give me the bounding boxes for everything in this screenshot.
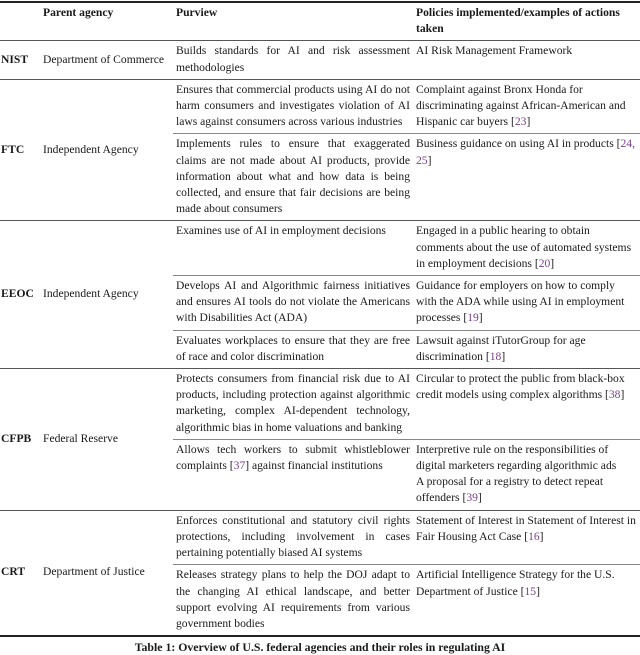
header-purview: Purview	[176, 6, 218, 19]
citation-link[interactable]: 23	[514, 115, 527, 129]
citation-link[interactable]: 24, 25	[416, 137, 635, 167]
purview-cell	[173, 369, 413, 440]
cell-text: ]	[539, 529, 544, 543]
cell-text: ]	[620, 388, 625, 402]
header-policies: Policies implemented/examples of actions taken	[416, 6, 620, 36]
cell-text: Complaint against Bronx Honda for discriminating against African-American and Hispanic car buyers [	[416, 82, 626, 129]
cell-text: Ensures that commercial products using AI do not harm consumers and investigates violation of AI laws against consumers across various industries	[176, 82, 410, 129]
policy-cell	[413, 41, 640, 79]
citation-link[interactable]: 18	[489, 349, 502, 363]
policy-cell	[413, 565, 640, 636]
table-row	[0, 41, 640, 79]
policy-cell	[413, 276, 640, 331]
citation-link[interactable]: 15	[524, 584, 537, 598]
header-row	[0, 2, 640, 41]
citation-link[interactable]: 38	[608, 388, 621, 402]
cell-text: ]	[478, 311, 483, 325]
header-parent-agency: Parent agency	[43, 6, 114, 19]
agencies-table	[0, 1, 640, 637]
agency-name: CRT	[1, 565, 26, 579]
purview-cell	[173, 565, 413, 636]
table-row	[0, 369, 640, 440]
parent-agency: Independent Agency	[43, 287, 139, 301]
agency-name: NIST	[1, 52, 29, 66]
cell-text: ]	[501, 349, 506, 363]
cell-text: Guidance for employers on how to comply with the ADA while using AI in employment processes [	[416, 279, 625, 325]
citation-link[interactable]: 16	[528, 529, 540, 543]
agency-name: EEOC	[1, 287, 34, 301]
parent-agency: Federal Reserve	[43, 431, 119, 445]
table-body	[0, 41, 640, 636]
citation-link[interactable]: 19	[467, 311, 479, 325]
cell-text: Engaged in a public hearing to obtain comments about the use of automated systems in employment decisions [	[416, 224, 632, 270]
policy-cell	[413, 439, 640, 510]
purview-cell	[173, 134, 413, 221]
agency-name: FTC	[1, 142, 25, 156]
cell-text: ]	[526, 115, 531, 129]
cell-text: Lawsuit against iTutorGroup for age discrimination [	[416, 333, 586, 363]
cell-text: Releases strategy plans to help the DOJ adapt to the changing AI ethical landscape, and better support evolving AI requirements from various government bodies	[176, 568, 410, 630]
citation-link[interactable]: 20	[538, 256, 551, 270]
cell-text: Enforces constitutional and statutory civil rights protections, including involvement in cases pertaining potentially biased AI systems	[176, 513, 410, 560]
citation-link[interactable]: 37	[233, 459, 246, 473]
cell-text: Business guidance on using AI in products [	[416, 137, 621, 151]
parent-agency: Department of Commerce	[43, 52, 165, 66]
cell-text: Builds standards for AI and risk assessment methodologies	[176, 44, 410, 74]
header-agency	[0, 2, 40, 41]
cell-text: ]	[536, 584, 540, 598]
cell-text: ] against financial institutions	[245, 459, 383, 473]
purview-cell	[173, 439, 413, 510]
parent-agency: Independent Agency	[43, 142, 139, 156]
agency-name: CFPB	[1, 431, 32, 445]
parent-agency: Department of Justice	[43, 565, 145, 579]
cell-text: AI Risk Management Framework	[416, 44, 573, 58]
cell-text: Protects consumers from financial risk due to AI products, including protection against algorithmic marketing, complex AI-dependent technology, algorithmic bias in home valuations and banking	[176, 372, 410, 434]
cell-line: Interpretive rule on the responsibilities of digital marketers regarding algorithmic ads	[416, 442, 617, 473]
purview-cell	[173, 276, 413, 331]
table-row	[0, 221, 640, 276]
policy-cell	[413, 79, 640, 134]
cell-text: Evaluates workplaces to ensure that they are free of race and color discrimination	[176, 333, 410, 363]
cell-text: Develops AI and Algorithmic fairness initiatives and ensures AI tools do not violate the Americans with Disabilities Act (ADA)	[176, 279, 410, 325]
purview-cell	[173, 510, 413, 565]
policy-cell	[413, 330, 640, 368]
policy-cell	[413, 510, 640, 565]
policy-cell	[413, 134, 640, 221]
policy-cell	[413, 369, 640, 440]
cell-text: A proposal for a registry to detect repeat offenders [	[416, 475, 604, 505]
table-caption: Table 1: Overview of U.S. federal agencies and their roles in regulating AI	[134, 640, 506, 655]
cell-text: ]	[550, 256, 555, 270]
cell-text: ]	[427, 153, 432, 167]
table-row	[0, 510, 640, 565]
cell-text: Implements rules to ensure that exaggerated claims are not made about AI products, provide information about what and how data is being collected, and ensure that fair decisions are being made about consumers	[176, 137, 410, 216]
table-row	[0, 79, 640, 134]
cell-text: ]	[477, 491, 482, 505]
cell-text: Artificial Intelligence Strategy for the U.S. Department of Justice [	[416, 568, 615, 598]
cell-text: Examines use of AI in employment decisions	[176, 224, 386, 238]
purview-cell	[173, 221, 413, 276]
cell-text: Allows tech workers to submit whistleblower complaints [	[176, 442, 410, 473]
cell-text: Statement of Interest in Statement of Interest in Fair Housing Act Case [	[416, 513, 636, 543]
purview-cell	[173, 330, 413, 368]
policy-cell	[413, 221, 640, 276]
citation-link[interactable]: 39	[466, 491, 478, 505]
purview-cell	[173, 79, 413, 134]
cell-text: Circular to protect the public from black-box credit models using complex algorithms [	[416, 372, 625, 402]
purview-cell	[173, 41, 413, 79]
